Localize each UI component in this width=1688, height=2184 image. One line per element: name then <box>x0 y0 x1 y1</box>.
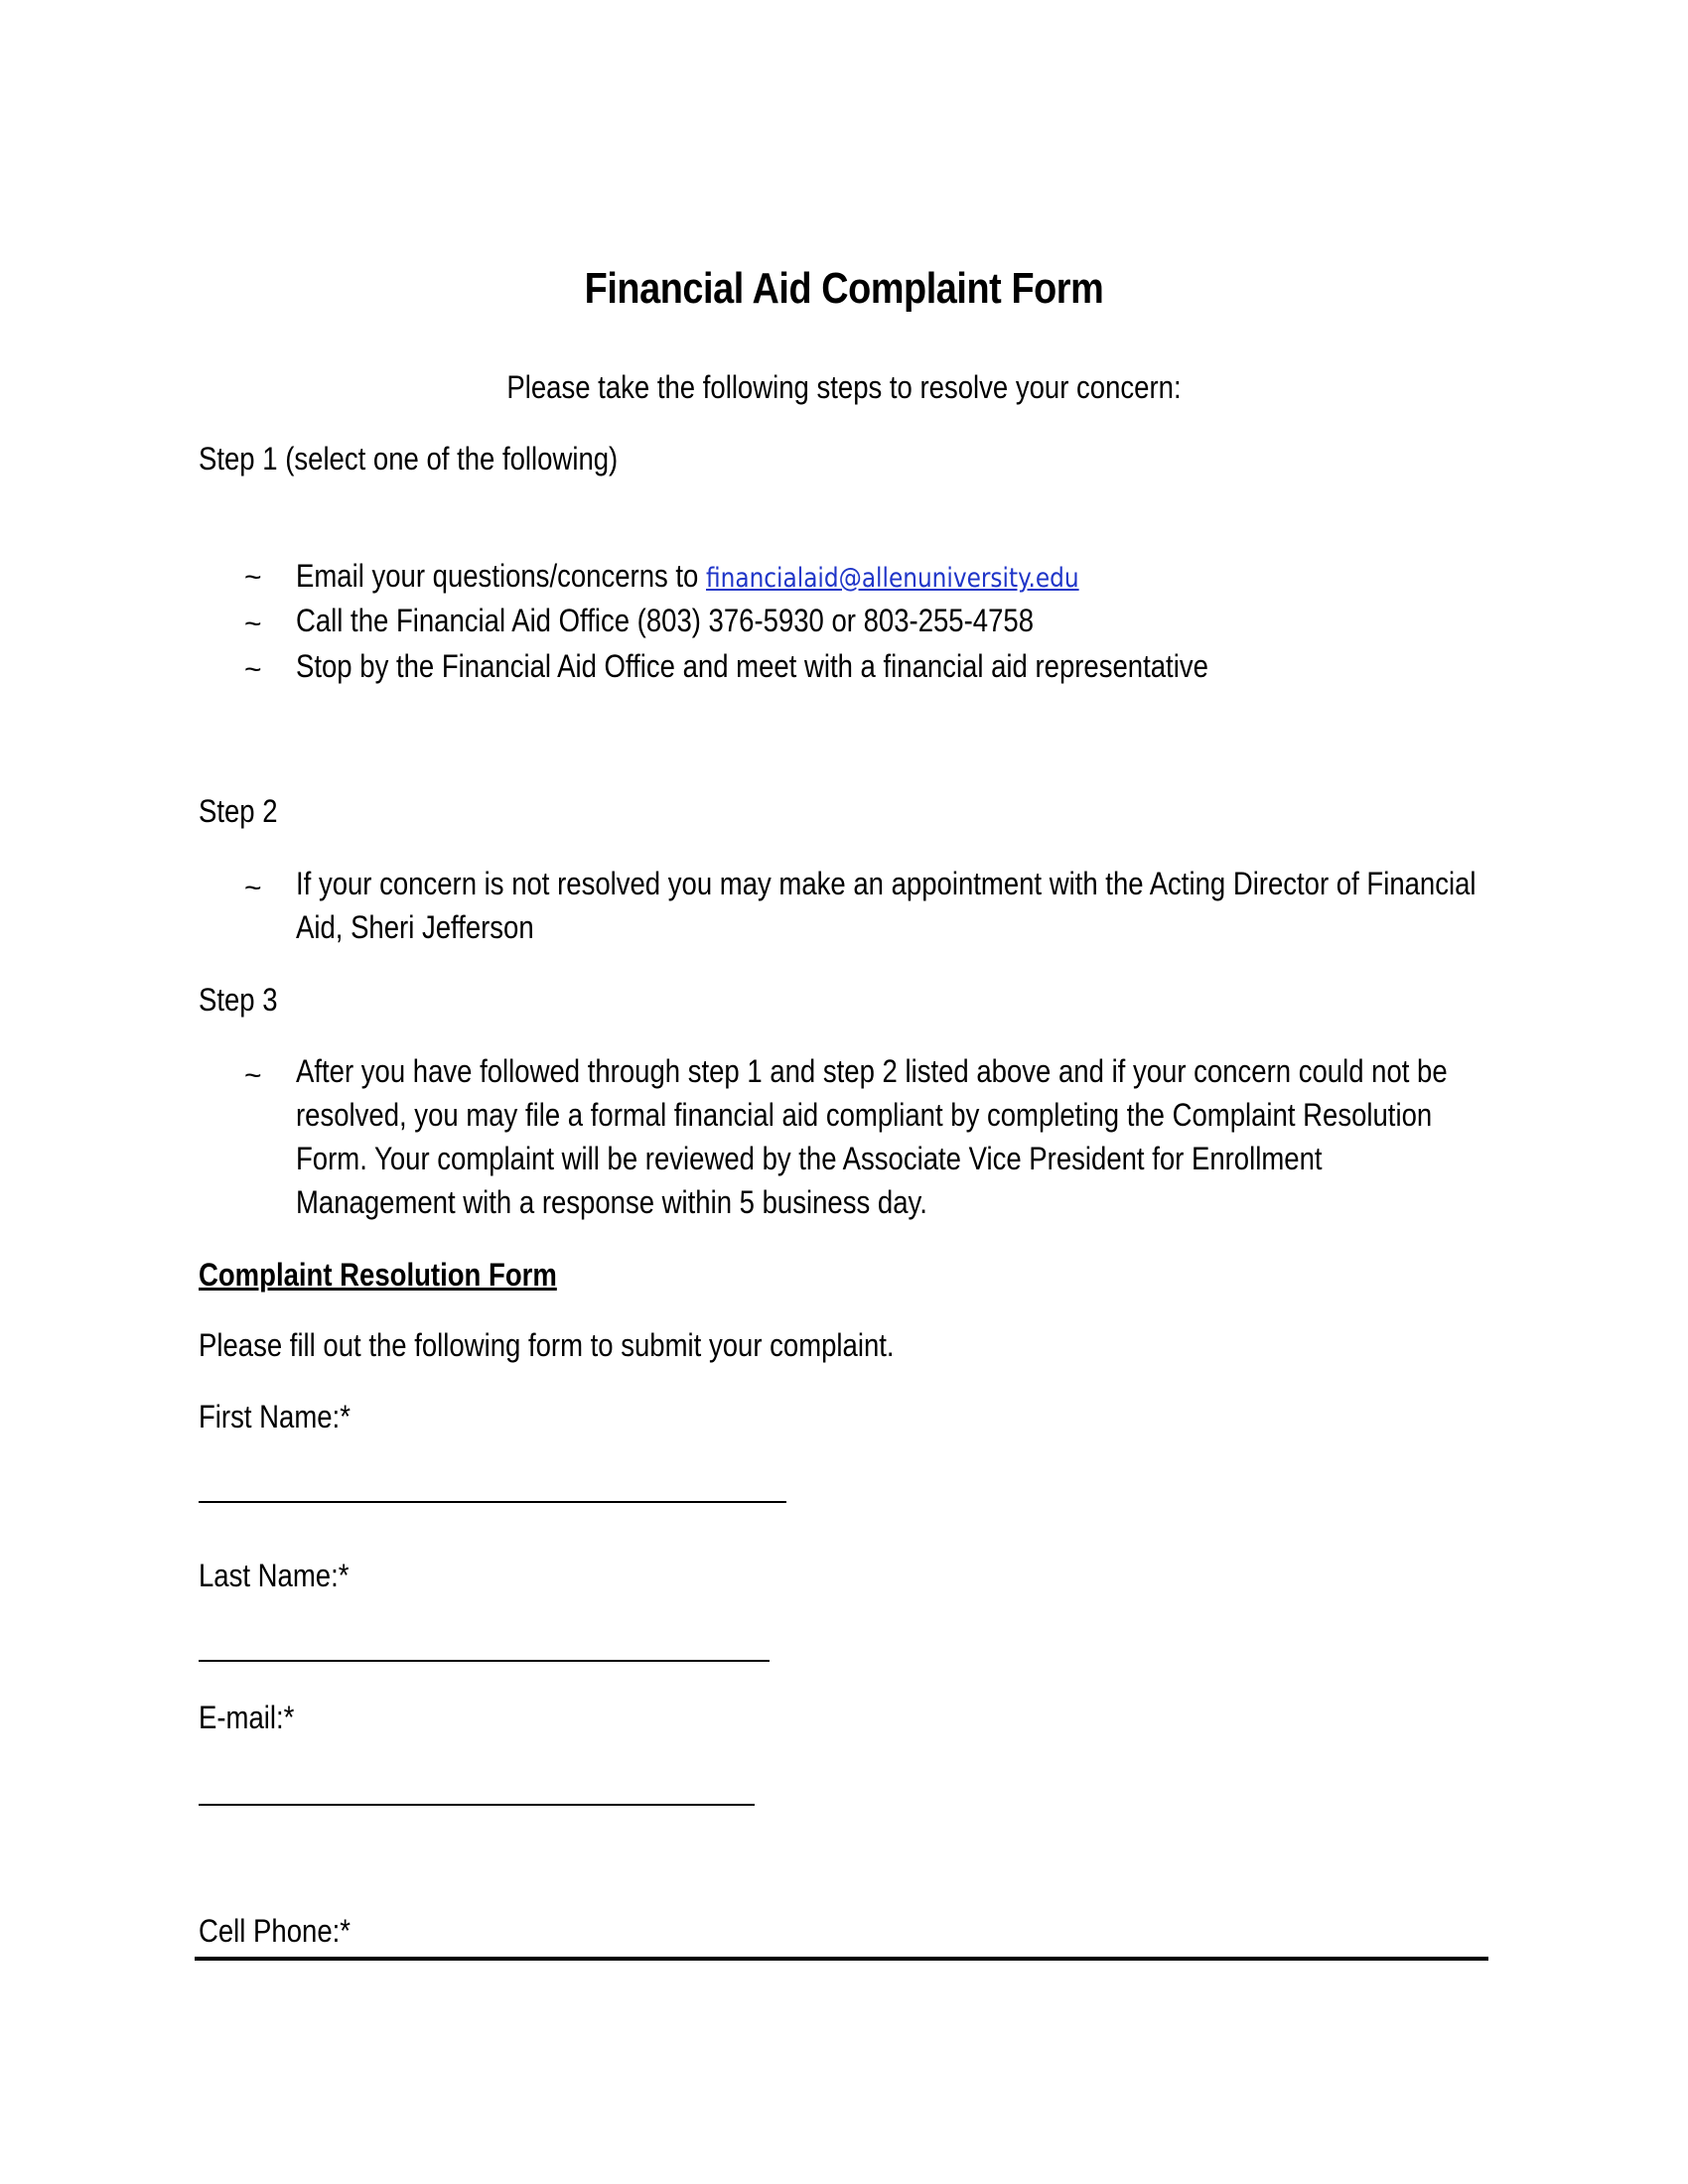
step3-heading: Step 3 <box>199 982 278 1018</box>
step1-item-call: Call the Financial Aid Office (803) 376-5930 or 803-255-4758 <box>296 603 1034 638</box>
step2-line-1: If your concern is not resolved you may make an appointment with the Acting Director of Financial <box>296 866 1477 901</box>
step2-bullet: ~ <box>244 872 262 904</box>
first-name-field[interactable] <box>199 1501 786 1503</box>
step1-bullet-1: ~ <box>244 561 262 594</box>
page-subtitle: Please take the following steps to resolve your concern: <box>506 369 1182 405</box>
step1-item-email <box>296 554 1079 601</box>
step3-line-3: Form. Your complaint will be reviewed by the Associate Vice President for Enrollment <box>296 1141 1323 1176</box>
step2-line-2: Aid, Sheri Jefferson <box>296 909 534 945</box>
step3-line-2: resolved, you may file a formal financial aid compliant by completing the Complaint Resolution <box>296 1097 1433 1133</box>
email-label: E-mail:* <box>199 1700 295 1735</box>
step1-heading: Step 1 (select one of the following) <box>199 441 619 477</box>
form-instructions: Please fill out the following form to submit your complaint. <box>199 1327 895 1363</box>
step2-heading: Step 2 <box>199 793 278 829</box>
page-title: Financial Aid Complaint Form <box>584 264 1104 313</box>
step3-line-1: After you have followed through step 1 and step 2 listed above and if your concern could not be <box>296 1053 1448 1089</box>
financial-aid-email-link[interactable]: financialaid@allenuniversity.edu <box>706 563 1079 594</box>
step1-bullet-2: ~ <box>244 608 262 640</box>
step1-item-email-text: Email your questions/concerns to <box>296 558 707 594</box>
email-field[interactable] <box>199 1804 755 1806</box>
cell-phone-field[interactable] <box>195 1957 1488 1961</box>
cell-phone-label: Cell Phone:* <box>199 1913 351 1949</box>
step3-bullet: ~ <box>244 1059 262 1092</box>
first-name-label: First Name:* <box>199 1399 351 1434</box>
step1-bullet-3: ~ <box>244 653 262 686</box>
last-name-field[interactable] <box>199 1660 770 1662</box>
step3-line-4: Management with a response within 5 business day. <box>296 1184 927 1220</box>
form-heading: Complaint Resolution Form <box>199 1257 557 1293</box>
last-name-label: Last Name:* <box>199 1558 350 1593</box>
step1-item-visit: Stop by the Financial Aid Office and meet with a financial aid representative <box>296 648 1208 684</box>
